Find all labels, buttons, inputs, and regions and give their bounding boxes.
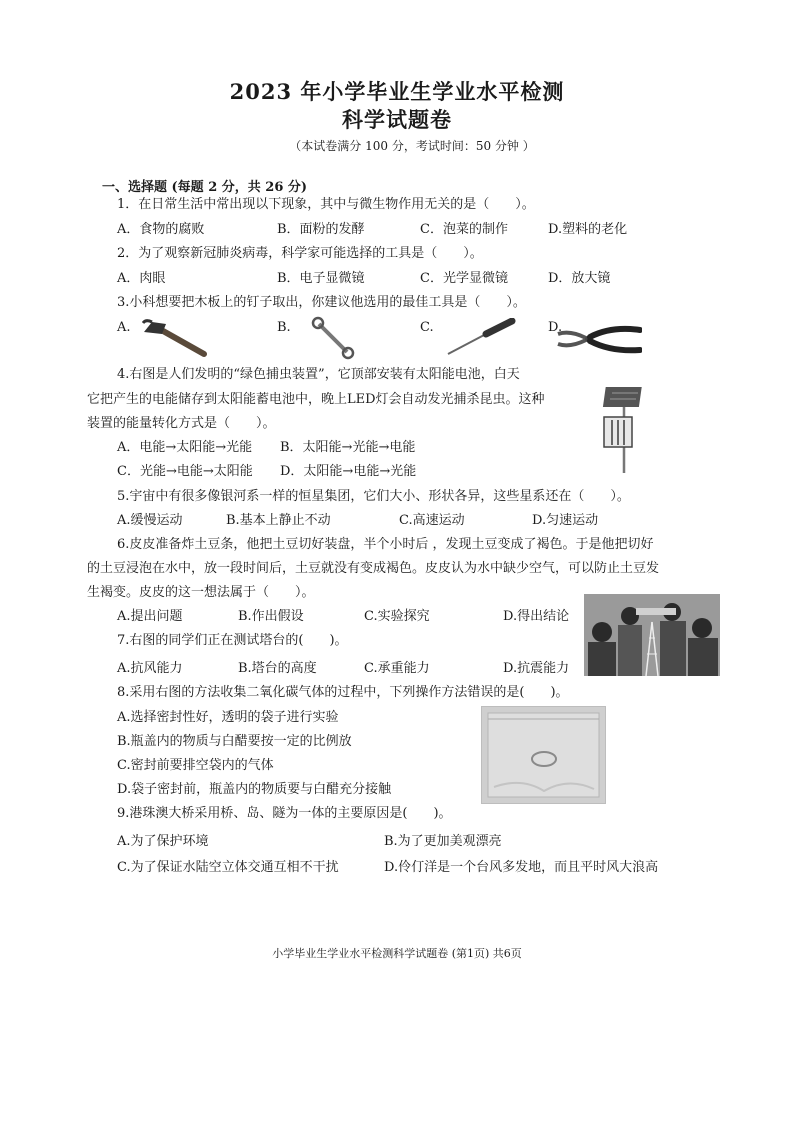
q8-option-a: A.选择密封性好，透明的袋子进行实验 [117,710,339,725]
q7-option-c: C.承重能力 [364,661,430,676]
q8-option-d: D.袋子密封前，瓶盖内的物质要与白醋充分接触 [117,782,392,797]
q1-option-b: B．面粉的发酵 [277,222,365,237]
q2-option-c: C．光学显微镜 [420,271,508,286]
q3-option-b: B. [277,320,291,335]
question-2-stem: 2．为了观察新冠肺炎病毒，科学家可能选择的工具是（ ）。 [117,246,483,261]
question-4-line-3: 装置的能量转化方式是（ ）。 [87,416,276,431]
page-footer: 小学毕业生学业水平检测科学试题卷 (第1页) 共6页 [272,947,522,960]
q2-option-d: D．放大镜 [548,271,611,286]
q2-option-a: A．肉眼 [117,271,166,286]
q5-option-c: C.高速运动 [399,513,465,528]
q4-option-c: C．光能→电能→太阳能 [117,464,253,479]
q4-option-b: B．太阳能→光能→电能 [280,440,416,455]
section-heading: 一、选择题 (每题 2 分，共 26 分) [102,180,308,195]
question-6-line-2: 的土豆浸泡在水中，放一段时间后，土豆就没有变成褐色。皮皮认为水中缺少空气，可以防止土豆发 [87,561,660,576]
q1-option-c: C．泡菜的制作 [420,222,508,237]
question-8-stem: 8.采用右图的方法收集二氧化碳气体的过程中，下列操作方法错误的是( )。 [117,685,569,700]
hammer-icon [142,318,208,360]
q4-option-d: D．太阳能→电能→光能 [280,464,417,479]
question-4-line-2: 它把产生的电能储存到太阳能蓄电池中，晚上LED灯会自动发光捕杀昆虫。这种 [87,392,545,407]
q4-option-a: A．电能→太阳能→光能 [117,440,253,455]
students-tower-photo [584,594,720,676]
q6-option-b: B.作出假设 [238,609,304,624]
q9-option-a: A.为了保护环境 [117,834,209,849]
q5-option-a: A.缓慢运动 [117,513,183,528]
q8-option-b: B.瓶盖内的物质与白醋要按一定的比例放 [117,734,352,749]
q6-option-c: C.实验探究 [364,609,430,624]
q3-option-c: C. [420,320,434,335]
q6-option-a: A.提出问题 [117,609,183,624]
sealed-bag-photo [481,706,606,804]
q7-option-b: B.塔台的高度 [238,661,317,676]
q9-option-c: C.为了保证水陆空立体交通互相不干扰 [117,860,339,875]
screwdriver-icon [446,318,516,358]
q2-option-b: B．电子显微镜 [277,271,365,286]
wrench-icon [310,315,356,361]
q7-option-d: D.抗震能力 [503,661,570,676]
q7-option-a: A.抗风能力 [117,661,183,676]
q8-option-c: C.密封前要排空袋内的气体 [117,758,274,773]
q5-option-b: B.基本上静止不动 [226,513,331,528]
question-3-stem: 3.小科想要把木板上的钉子取出，你建议他选用的最佳工具是（ ）。 [117,295,526,310]
q9-option-d: D.伶仃洋是一个台风多发地，而且平时风大浪高 [384,860,659,875]
question-6-line-3: 生褐变。皮皮的这一想法属于（ ）。 [87,585,315,600]
q6-option-d: D.得出结论 [503,609,570,624]
q1-option-d: D.塑料的老化 [548,222,628,237]
question-1-stem: 1．在日常生活中常出现以下现象，其中与微生物作用无关的是（ ）。 [117,197,535,212]
pliers-icon [556,322,642,358]
q3-option-a: A. [117,320,131,335]
question-4-line-1: 4.右图是人们发明的“绿色捕虫装置”，它顶部安装有太阳能电池，白天 [117,367,520,382]
q5-option-d: D.匀速运动 [532,513,599,528]
question-5-stem: 5.宇宙中有很多像银河系一样的恒星集团，它们大小、形状各异，这些星系还在（ ）。 [117,489,630,504]
solar-insect-trap-icon [598,385,648,475]
exam-note: （本试卷满分 100 分，考试时间：50 分钟 ） [289,139,535,153]
question-7-stem: 7.右图的同学们正在测试塔台的( )。 [117,633,348,648]
question-6-line-1: 6.皮皮准备炸土豆条，他把土豆切好装盘，半个小时后 ，发现土豆变成了褐色。于是他把切好 [117,537,654,552]
exam-title: 2023 年小学毕业生学业水平检测 [229,79,565,104]
question-9-stem: 9.港珠澳大桥采用桥、岛、隧为一体的主要原因是( )。 [117,806,452,821]
q9-option-b: B.为了更加美观漂亮 [384,834,502,849]
exam-subtitle-title: 科学试题卷 [342,107,452,132]
q1-option-a: A．食物的腐败 [117,222,205,237]
q3-option-d: D. [548,320,563,335]
